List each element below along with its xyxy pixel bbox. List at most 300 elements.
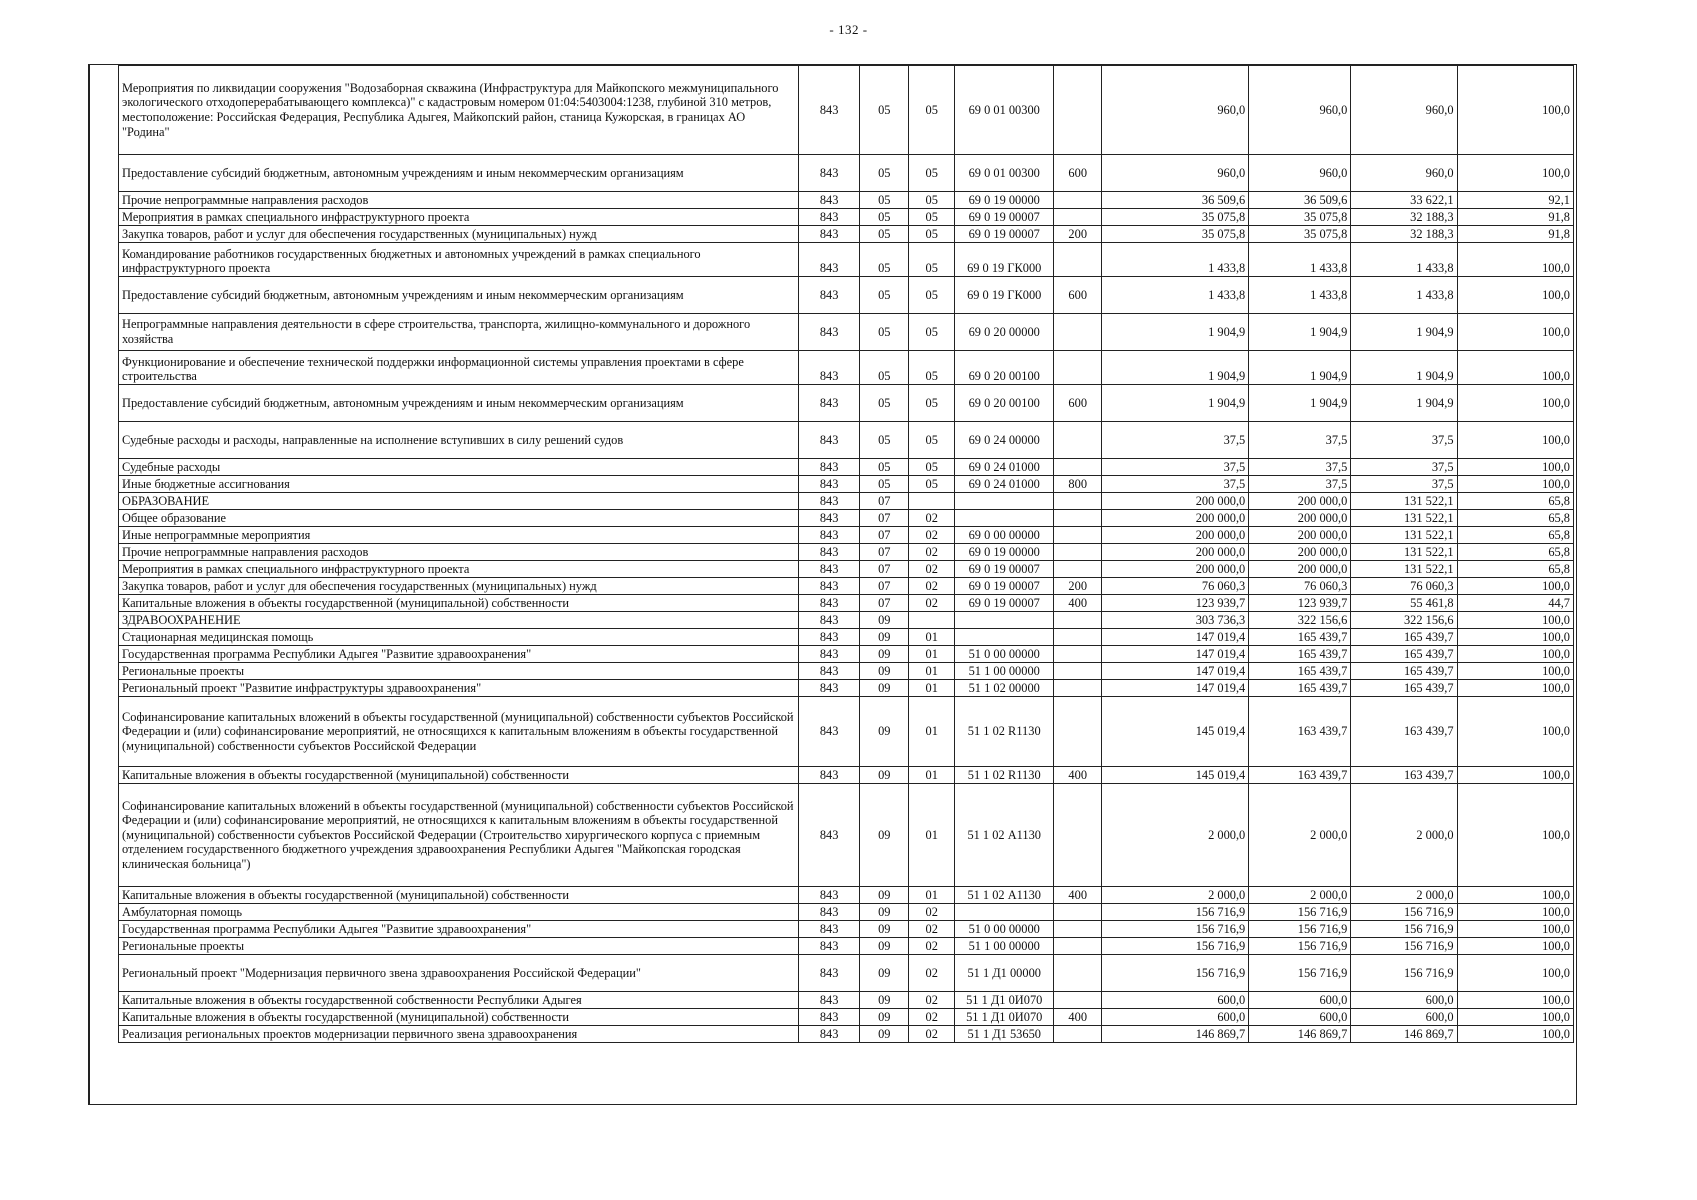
row-target-article: 51 1 02 R1130 [955, 767, 1054, 784]
row-refined: 2 000,0 [1249, 784, 1351, 887]
row-target-article: 69 0 19 00007 [955, 226, 1054, 243]
row-subsection: 05 [909, 422, 955, 459]
row-refined: 37,5 [1249, 422, 1351, 459]
table-row [119, 422, 1574, 459]
row-refined: 200 000,0 [1249, 561, 1351, 578]
row-code: 843 [799, 66, 860, 155]
row-code: 843 [799, 612, 860, 629]
row-name: ЗДРАВООХРАНЕНИЕ [119, 612, 799, 629]
row-section: 05 [860, 385, 909, 422]
row-code: 843 [799, 385, 860, 422]
table-row [119, 243, 1574, 277]
row-approved: 36 509,6 [1102, 192, 1249, 209]
row-name: Прочие непрограммные направления расходов [119, 192, 799, 209]
row-section: 09 [860, 1026, 909, 1043]
row-code: 843 [799, 904, 860, 921]
row-section: 09 [860, 992, 909, 1009]
row-target-article: 69 0 19 00000 [955, 544, 1054, 561]
row-refined: 322 156,6 [1249, 612, 1351, 629]
row-code: 843 [799, 561, 860, 578]
row-expense-type [1054, 527, 1102, 544]
row-expense-type [1054, 351, 1102, 385]
table-row [119, 209, 1574, 226]
row-approved: 156 716,9 [1102, 904, 1249, 921]
row-code: 843 [799, 527, 860, 544]
row-name: Капитальные вложения в объекты государственной (муниципальной) собственности [119, 887, 799, 904]
row-approved: 200 000,0 [1102, 493, 1249, 510]
row-subsection: 01 [909, 680, 955, 697]
row-section: 09 [860, 697, 909, 767]
row-executed: 32 188,3 [1351, 209, 1457, 226]
row-expense-type [1054, 66, 1102, 155]
row-expense-type: 600 [1054, 385, 1102, 422]
row-code: 843 [799, 476, 860, 493]
row-percent: 100,0 [1457, 646, 1573, 663]
table-body [119, 66, 1574, 1043]
row-code: 843 [799, 459, 860, 476]
row-target-article: 51 1 02 А1130 [955, 784, 1054, 887]
table-row [119, 629, 1574, 646]
row-section: 09 [860, 904, 909, 921]
row-refined: 123 939,7 [1249, 595, 1351, 612]
row-subsection: 05 [909, 209, 955, 226]
row-code: 843 [799, 663, 860, 680]
row-approved: 1 904,9 [1102, 385, 1249, 422]
row-executed: 1 904,9 [1351, 351, 1457, 385]
row-subsection: 02 [909, 527, 955, 544]
row-percent: 100,0 [1457, 1026, 1573, 1043]
row-subsection [909, 612, 955, 629]
row-approved: 1 433,8 [1102, 243, 1249, 277]
row-subsection: 02 [909, 921, 955, 938]
row-expense-type [1054, 904, 1102, 921]
row-percent: 65,8 [1457, 561, 1573, 578]
row-expense-type: 400 [1054, 1009, 1102, 1026]
row-percent: 65,8 [1457, 510, 1573, 527]
row-expense-type [1054, 938, 1102, 955]
row-percent: 100,0 [1457, 663, 1573, 680]
row-name: Иные бюджетные ассигнования [119, 476, 799, 493]
row-refined: 37,5 [1249, 476, 1351, 493]
row-expense-type [1054, 680, 1102, 697]
row-expense-type [1054, 493, 1102, 510]
row-name: Закупка товаров, работ и услуг для обеспечения государственных (муниципальных) нужд [119, 578, 799, 595]
row-expense-type [1054, 209, 1102, 226]
row-refined: 200 000,0 [1249, 510, 1351, 527]
row-percent: 100,0 [1457, 1009, 1573, 1026]
row-section: 07 [860, 544, 909, 561]
row-approved: 156 716,9 [1102, 955, 1249, 992]
row-approved: 960,0 [1102, 155, 1249, 192]
row-section: 05 [860, 314, 909, 351]
budget-table [118, 65, 1574, 1043]
row-code: 843 [799, 887, 860, 904]
row-section: 07 [860, 578, 909, 595]
row-executed: 156 716,9 [1351, 955, 1457, 992]
row-refined: 165 439,7 [1249, 646, 1351, 663]
table-row [119, 904, 1574, 921]
row-target-article: 51 1 02 R1130 [955, 697, 1054, 767]
row-percent: 92,1 [1457, 192, 1573, 209]
row-subsection: 01 [909, 629, 955, 646]
row-expense-type: 200 [1054, 226, 1102, 243]
row-refined: 1 904,9 [1249, 314, 1351, 351]
row-code: 843 [799, 544, 860, 561]
row-approved: 303 736,3 [1102, 612, 1249, 629]
row-subsection: 02 [909, 938, 955, 955]
row-code: 843 [799, 209, 860, 226]
row-section: 05 [860, 277, 909, 314]
table-row [119, 595, 1574, 612]
row-approved: 146 869,7 [1102, 1026, 1249, 1043]
row-executed: 131 522,1 [1351, 544, 1457, 561]
row-subsection: 02 [909, 561, 955, 578]
table-row [119, 767, 1574, 784]
row-approved: 147 019,4 [1102, 663, 1249, 680]
row-approved: 600,0 [1102, 992, 1249, 1009]
table-row [119, 192, 1574, 209]
row-name: Предоставление субсидий бюджетным, автономным учреждениям и иным некоммерческим организациям [119, 385, 799, 422]
row-refined: 960,0 [1249, 66, 1351, 155]
row-percent: 100,0 [1457, 578, 1573, 595]
row-code: 843 [799, 629, 860, 646]
row-executed: 165 439,7 [1351, 646, 1457, 663]
row-target-article [955, 612, 1054, 629]
row-subsection: 05 [909, 226, 955, 243]
row-percent: 100,0 [1457, 992, 1573, 1009]
row-executed: 131 522,1 [1351, 493, 1457, 510]
row-code: 843 [799, 646, 860, 663]
row-percent: 100,0 [1457, 66, 1573, 155]
row-executed: 33 622,1 [1351, 192, 1457, 209]
row-approved: 200 000,0 [1102, 544, 1249, 561]
row-code: 843 [799, 510, 860, 527]
row-executed: 146 869,7 [1351, 1026, 1457, 1043]
row-approved: 1 904,9 [1102, 314, 1249, 351]
row-approved: 35 075,8 [1102, 226, 1249, 243]
row-subsection: 01 [909, 697, 955, 767]
row-percent: 65,8 [1457, 544, 1573, 561]
row-section: 07 [860, 595, 909, 612]
row-executed: 165 439,7 [1351, 629, 1457, 646]
row-target-article: 51 1 Д1 53650 [955, 1026, 1054, 1043]
row-subsection: 05 [909, 459, 955, 476]
row-approved: 1 433,8 [1102, 277, 1249, 314]
row-code: 843 [799, 155, 860, 192]
row-name: Капитальные вложения в объекты государственной (муниципальной) собственности [119, 767, 799, 784]
row-percent: 100,0 [1457, 277, 1573, 314]
row-subsection: 02 [909, 510, 955, 527]
row-subsection: 05 [909, 277, 955, 314]
row-section: 07 [860, 493, 909, 510]
row-target-article: 51 1 02 00000 [955, 680, 1054, 697]
row-expense-type [1054, 192, 1102, 209]
table-row [119, 510, 1574, 527]
row-approved: 76 060,3 [1102, 578, 1249, 595]
row-section: 05 [860, 226, 909, 243]
row-refined: 165 439,7 [1249, 680, 1351, 697]
row-section: 07 [860, 561, 909, 578]
row-section: 09 [860, 629, 909, 646]
row-code: 843 [799, 578, 860, 595]
row-percent: 91,8 [1457, 209, 1573, 226]
row-target-article: 51 0 00 00000 [955, 646, 1054, 663]
table-row [119, 527, 1574, 544]
row-code: 843 [799, 243, 860, 277]
row-expense-type [1054, 992, 1102, 1009]
row-section: 09 [860, 938, 909, 955]
row-target-article: 69 0 24 01000 [955, 476, 1054, 493]
table-row [119, 887, 1574, 904]
row-subsection: 01 [909, 646, 955, 663]
row-subsection: 05 [909, 351, 955, 385]
row-name: Командирование работников государственных бюджетных и автономных учреждений в рамках специального инфраструктурного проекта [119, 243, 799, 277]
row-target-article: 51 1 Д1 0И070 [955, 1009, 1054, 1026]
row-code: 843 [799, 955, 860, 992]
row-executed: 1 433,8 [1351, 277, 1457, 314]
row-target-article: 69 0 19 00000 [955, 192, 1054, 209]
row-expense-type: 600 [1054, 277, 1102, 314]
row-code: 843 [799, 595, 860, 612]
row-name: Капитальные вложения в объекты государственной (муниципальной) собственности [119, 1009, 799, 1026]
row-refined: 37,5 [1249, 459, 1351, 476]
row-section: 05 [860, 66, 909, 155]
row-name: Мероприятия в рамках специального инфраструктурного проекта [119, 209, 799, 226]
row-section: 09 [860, 767, 909, 784]
row-name: Амбулаторная помощь [119, 904, 799, 921]
row-target-article: 69 0 01 00300 [955, 155, 1054, 192]
row-name: Прочие непрограммные направления расходов [119, 544, 799, 561]
row-subsection: 01 [909, 887, 955, 904]
row-percent: 100,0 [1457, 767, 1573, 784]
row-code: 843 [799, 351, 860, 385]
row-section: 05 [860, 209, 909, 226]
row-target-article [955, 510, 1054, 527]
row-name: Стационарная медицинская помощь [119, 629, 799, 646]
row-target-article [955, 493, 1054, 510]
row-approved: 37,5 [1102, 459, 1249, 476]
row-expense-type [1054, 697, 1102, 767]
row-name: Софинансирование капитальных вложений в объекты государственной (муниципальной) собственности субъектов Российской Федерации и (или) софинансирование мероприятий, не относящихся к капитальным вложениям в объекты государственной (муниципальной) собственности субъектов Российской Федерации [119, 697, 799, 767]
row-percent: 100,0 [1457, 629, 1573, 646]
row-refined: 600,0 [1249, 1009, 1351, 1026]
table-row [119, 1026, 1574, 1043]
row-percent: 100,0 [1457, 938, 1573, 955]
row-expense-type [1054, 314, 1102, 351]
table-row [119, 544, 1574, 561]
row-subsection: 05 [909, 243, 955, 277]
row-subsection: 02 [909, 992, 955, 1009]
row-section: 05 [860, 192, 909, 209]
row-refined: 200 000,0 [1249, 493, 1351, 510]
row-percent: 100,0 [1457, 904, 1573, 921]
row-expense-type: 200 [1054, 578, 1102, 595]
row-refined: 163 439,7 [1249, 767, 1351, 784]
row-expense-type: 400 [1054, 887, 1102, 904]
row-executed: 156 716,9 [1351, 921, 1457, 938]
row-refined: 163 439,7 [1249, 697, 1351, 767]
row-code: 843 [799, 767, 860, 784]
row-subsection: 02 [909, 1026, 955, 1043]
row-name: Капитальные вложения в объекты государственной собственности Республики Адыгея [119, 992, 799, 1009]
row-executed: 600,0 [1351, 992, 1457, 1009]
row-code: 843 [799, 192, 860, 209]
row-target-article [955, 629, 1054, 646]
row-expense-type [1054, 422, 1102, 459]
row-approved: 37,5 [1102, 476, 1249, 493]
row-percent: 44,7 [1457, 595, 1573, 612]
row-executed: 55 461,8 [1351, 595, 1457, 612]
table-row [119, 155, 1574, 192]
row-refined: 2 000,0 [1249, 887, 1351, 904]
row-percent: 100,0 [1457, 887, 1573, 904]
row-approved: 200 000,0 [1102, 561, 1249, 578]
row-executed: 165 439,7 [1351, 663, 1457, 680]
row-executed: 163 439,7 [1351, 697, 1457, 767]
row-name: Мероприятия в рамках специального инфраструктурного проекта [119, 561, 799, 578]
row-refined: 960,0 [1249, 155, 1351, 192]
row-approved: 145 019,4 [1102, 697, 1249, 767]
row-section: 09 [860, 646, 909, 663]
row-executed: 131 522,1 [1351, 510, 1457, 527]
row-name: Иные непрограммные мероприятия [119, 527, 799, 544]
row-target-article: 69 0 01 00300 [955, 66, 1054, 155]
row-code: 843 [799, 697, 860, 767]
row-subsection: 02 [909, 904, 955, 921]
row-expense-type [1054, 561, 1102, 578]
row-executed: 322 156,6 [1351, 612, 1457, 629]
row-code: 843 [799, 226, 860, 243]
row-approved: 147 019,4 [1102, 680, 1249, 697]
row-percent: 100,0 [1457, 697, 1573, 767]
row-percent: 100,0 [1457, 459, 1573, 476]
row-refined: 76 060,3 [1249, 578, 1351, 595]
row-name: Мероприятия по ликвидации сооружения "Водозаборная скважина (Инфраструктура для Майкопского межмуниципального экологического отходоперерабатывающего комплекса)" с кадастровым номером 01:04:5403004:1238, глубиной 310 метров, местоположение: Российская Федерация, Республика Адыгея, Майкопский район, станица Кужорская, в границах АО "Родина" [119, 66, 799, 155]
row-refined: 165 439,7 [1249, 663, 1351, 680]
table-row [119, 493, 1574, 510]
row-expense-type: 400 [1054, 767, 1102, 784]
row-section: 05 [860, 459, 909, 476]
row-target-article: 69 0 19 00007 [955, 209, 1054, 226]
row-refined: 156 716,9 [1249, 938, 1351, 955]
row-target-article: 69 0 24 01000 [955, 459, 1054, 476]
row-expense-type [1054, 955, 1102, 992]
row-expense-type [1054, 629, 1102, 646]
row-subsection: 01 [909, 663, 955, 680]
row-name: ОБРАЗОВАНИЕ [119, 493, 799, 510]
table-row [119, 561, 1574, 578]
row-section: 09 [860, 784, 909, 887]
row-executed: 960,0 [1351, 66, 1457, 155]
table-row [119, 663, 1574, 680]
row-target-article: 69 0 20 00000 [955, 314, 1054, 351]
row-percent: 100,0 [1457, 385, 1573, 422]
row-name: Софинансирование капитальных вложений в объекты государственной (муниципальной) собственности субъектов Российской Федерации и (или) софинансирование мероприятий, не относящихся к капитальным вложениям в объекты государственной (муниципальной) собственности субъектов Российской Федерации (Строительство хирургического корпуса с приемным отделением государственного бюджетного учреждения здравоохранения Республики Адыгея "Майкопская городская клиническая больница") [119, 784, 799, 887]
row-expense-type: 800 [1054, 476, 1102, 493]
row-executed: 960,0 [1351, 155, 1457, 192]
row-name: Государственная программа Республики Адыгея "Развитие здравоохранения" [119, 646, 799, 663]
row-name: Региональные проекты [119, 938, 799, 955]
table-row [119, 938, 1574, 955]
row-executed: 1 433,8 [1351, 243, 1457, 277]
row-target-article: 51 1 00 00000 [955, 938, 1054, 955]
row-expense-type: 600 [1054, 155, 1102, 192]
row-refined: 1 904,9 [1249, 351, 1351, 385]
row-subsection: 01 [909, 767, 955, 784]
row-name: Реализация региональных проектов модернизации первичного звена здравоохранения [119, 1026, 799, 1043]
row-executed: 37,5 [1351, 459, 1457, 476]
table-row [119, 992, 1574, 1009]
row-approved: 600,0 [1102, 1009, 1249, 1026]
row-name: Общее образование [119, 510, 799, 527]
row-refined: 200 000,0 [1249, 527, 1351, 544]
row-target-article: 51 1 Д1 00000 [955, 955, 1054, 992]
row-approved: 960,0 [1102, 66, 1249, 155]
row-approved: 2 000,0 [1102, 784, 1249, 887]
row-refined: 35 075,8 [1249, 209, 1351, 226]
row-executed: 165 439,7 [1351, 680, 1457, 697]
row-expense-type [1054, 243, 1102, 277]
row-section: 07 [860, 527, 909, 544]
row-section: 07 [860, 510, 909, 527]
row-refined: 165 439,7 [1249, 629, 1351, 646]
table-row [119, 955, 1574, 992]
row-name: Капитальные вложения в объекты государственной (муниципальной) собственности [119, 595, 799, 612]
row-section: 05 [860, 351, 909, 385]
row-target-article: 51 1 Д1 0И070 [955, 992, 1054, 1009]
row-refined: 146 869,7 [1249, 1026, 1351, 1043]
table-row [119, 226, 1574, 243]
row-target-article: 69 0 19 00007 [955, 578, 1054, 595]
table-row [119, 277, 1574, 314]
row-code: 843 [799, 493, 860, 510]
row-percent: 100,0 [1457, 243, 1573, 277]
row-subsection: 05 [909, 66, 955, 155]
row-name: Судебные расходы [119, 459, 799, 476]
row-expense-type [1054, 612, 1102, 629]
row-subsection: 05 [909, 192, 955, 209]
row-code: 843 [799, 422, 860, 459]
row-expense-type [1054, 646, 1102, 663]
row-name: Предоставление субсидий бюджетным, автономным учреждениям и иным некоммерческим организациям [119, 155, 799, 192]
row-target-article: 69 0 19 ГК000 [955, 243, 1054, 277]
row-code: 843 [799, 1026, 860, 1043]
row-refined: 156 716,9 [1249, 904, 1351, 921]
row-subsection: 02 [909, 578, 955, 595]
row-target-article: 69 0 19 ГК000 [955, 277, 1054, 314]
row-approved: 147 019,4 [1102, 646, 1249, 663]
row-expense-type [1054, 784, 1102, 887]
row-expense-type [1054, 921, 1102, 938]
row-name: Региональные проекты [119, 663, 799, 680]
row-subsection: 05 [909, 314, 955, 351]
row-target-article: 69 0 19 00007 [955, 595, 1054, 612]
row-name: Непрограммные направления деятельности в сфере строительства, транспорта, жилищно-коммунального и дорожного хозяйства [119, 314, 799, 351]
row-executed: 32 188,3 [1351, 226, 1457, 243]
row-subsection: 05 [909, 476, 955, 493]
row-approved: 200 000,0 [1102, 510, 1249, 527]
row-percent: 100,0 [1457, 612, 1573, 629]
row-approved: 156 716,9 [1102, 938, 1249, 955]
row-code: 843 [799, 938, 860, 955]
row-refined: 200 000,0 [1249, 544, 1351, 561]
row-subsection: 01 [909, 784, 955, 887]
row-name: Государственная программа Республики Адыгея "Развитие здравоохранения" [119, 921, 799, 938]
row-target-article [955, 904, 1054, 921]
row-section: 09 [860, 955, 909, 992]
row-subsection: 05 [909, 155, 955, 192]
row-target-article: 69 0 20 00100 [955, 385, 1054, 422]
